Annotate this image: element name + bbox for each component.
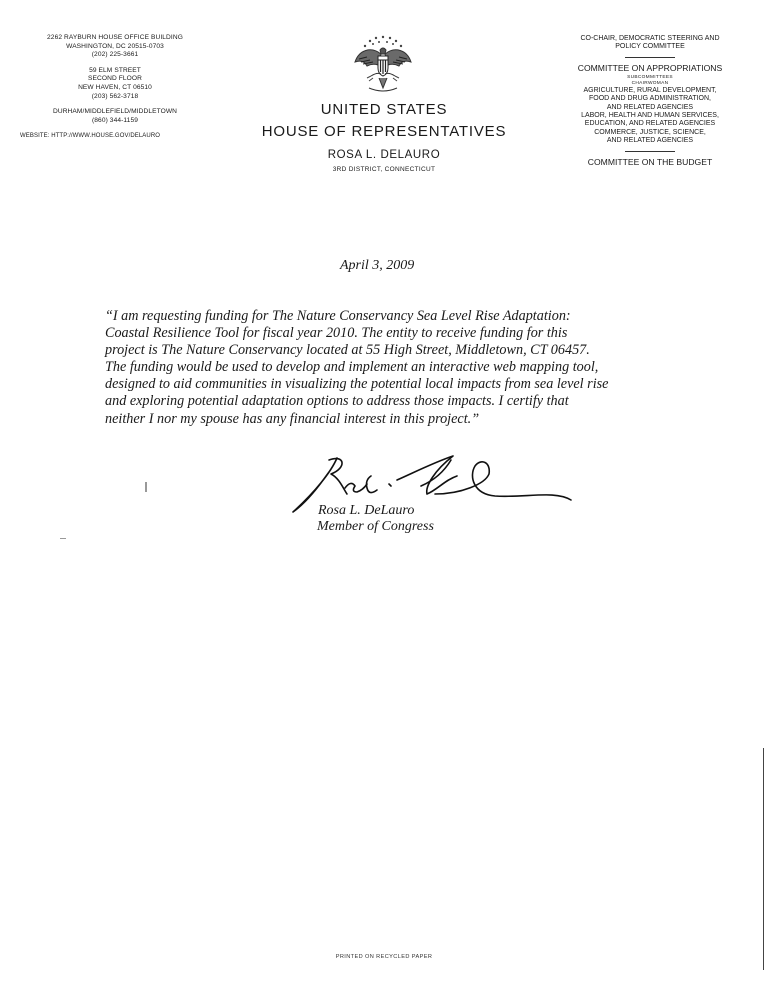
nh-phone: (203) 562-3718 (91, 92, 139, 100)
subcommittee-line: AND RELATED AGENCIES (606, 103, 694, 111)
dc-address-line: WASHINGTON, DC 20515-0703 (66, 42, 164, 50)
subcommittee-line: COMMERCE, JUSTICE, SCIENCE, (594, 128, 706, 136)
nh-address-line: SECOND FLOOR (88, 75, 142, 83)
signer-name: Rosa L. DeLauro (318, 503, 415, 518)
appropriations-committee: COMMITTEE ON APPROPRIATIONS (577, 62, 723, 73)
dc-address-line: 2262 RAYBURN HOUSE OFFICE BUILDING (47, 34, 183, 41)
divider (625, 57, 675, 58)
steering-committee-line: CO-CHAIR, DEMOCRATIC STEERING AND (580, 35, 720, 42)
scan-speck (145, 482, 147, 492)
body-line: The funding would be used to develop and implement an interactive web mapping tool, (105, 359, 599, 376)
district-label: 3RD DISTRICT, CONNECTICUT (332, 166, 436, 173)
house-seal-eagle-icon (351, 32, 415, 96)
org-line-united-states: UNITED STATES (320, 101, 448, 118)
representative-name: ROSA L. DELAURO (327, 149, 441, 161)
committee-assignments (550, 35, 750, 167)
body-line: project is The Nature Conservancy located at 55 High Street, Middletown, CT 06457. (105, 342, 590, 359)
subcommittee-line: AGRICULTURE, RURAL DEVELOPMENT, (583, 86, 717, 94)
subcommittee-line: EDUCATION, AND RELATED AGENCIES (584, 120, 716, 128)
scan-edge-line (763, 748, 764, 970)
district-phone: (860) 344-1159 (91, 116, 138, 124)
nh-address-line: NEW HAVEN, CT 06510 (78, 83, 152, 91)
subcommittee-line: FOOD AND DRUG ADMINISTRATION, (589, 95, 711, 103)
steering-committee-line: POLICY COMMITTEE (615, 43, 685, 51)
chairwoman-label: CHAIRWOMAN (631, 80, 669, 86)
nh-address-line: 59 ELM STREET (89, 66, 141, 74)
recycled-paper-note: PRINTED ON RECYCLED PAPER (335, 954, 433, 960)
district-office-line: DURHAM/MIDDLEFIELD/MIDDLETOWN (52, 108, 178, 116)
dc-phone: (202) 225-3661 (91, 51, 139, 59)
letter-date: April 3, 2009 (340, 258, 415, 273)
scan-speck (60, 538, 66, 539)
body-line: Coastal Resilience Tool for fiscal year 2010. The entity to receive funding for this (105, 325, 568, 342)
letter-body (105, 308, 625, 428)
body-line: neither I nor my spouse has any financial interest in this project.” (105, 410, 480, 427)
budget-committee: COMMITTEE ON THE BUDGET (587, 156, 713, 167)
body-line: designed to aid communities in visualizing the potential local impacts from sea level rise (105, 376, 609, 393)
website-link[interactable]: WEBSITE: HTTP://WWW.HOUSE.GOV/DELAURO (20, 133, 161, 140)
office-addresses (20, 34, 210, 141)
subcommittee-line: AND RELATED AGENCIES (606, 137, 694, 145)
body-line: “I am requesting funding for The Nature Conservancy Sea Level Rise Adaptation: (105, 308, 571, 324)
divider (625, 151, 675, 152)
subcommittee-line: LABOR, HEALTH AND HUMAN SERVICES, (581, 112, 719, 120)
org-line-house-of-representatives: HOUSE OF REPRESENTATIVES (261, 123, 507, 140)
signer-title: Member of Congress (317, 519, 434, 534)
body-line: and exploring potential adaptation options to address those impacts. I certify that (105, 393, 569, 410)
subcommittees-label: SUBCOMMITTEES (627, 74, 673, 80)
